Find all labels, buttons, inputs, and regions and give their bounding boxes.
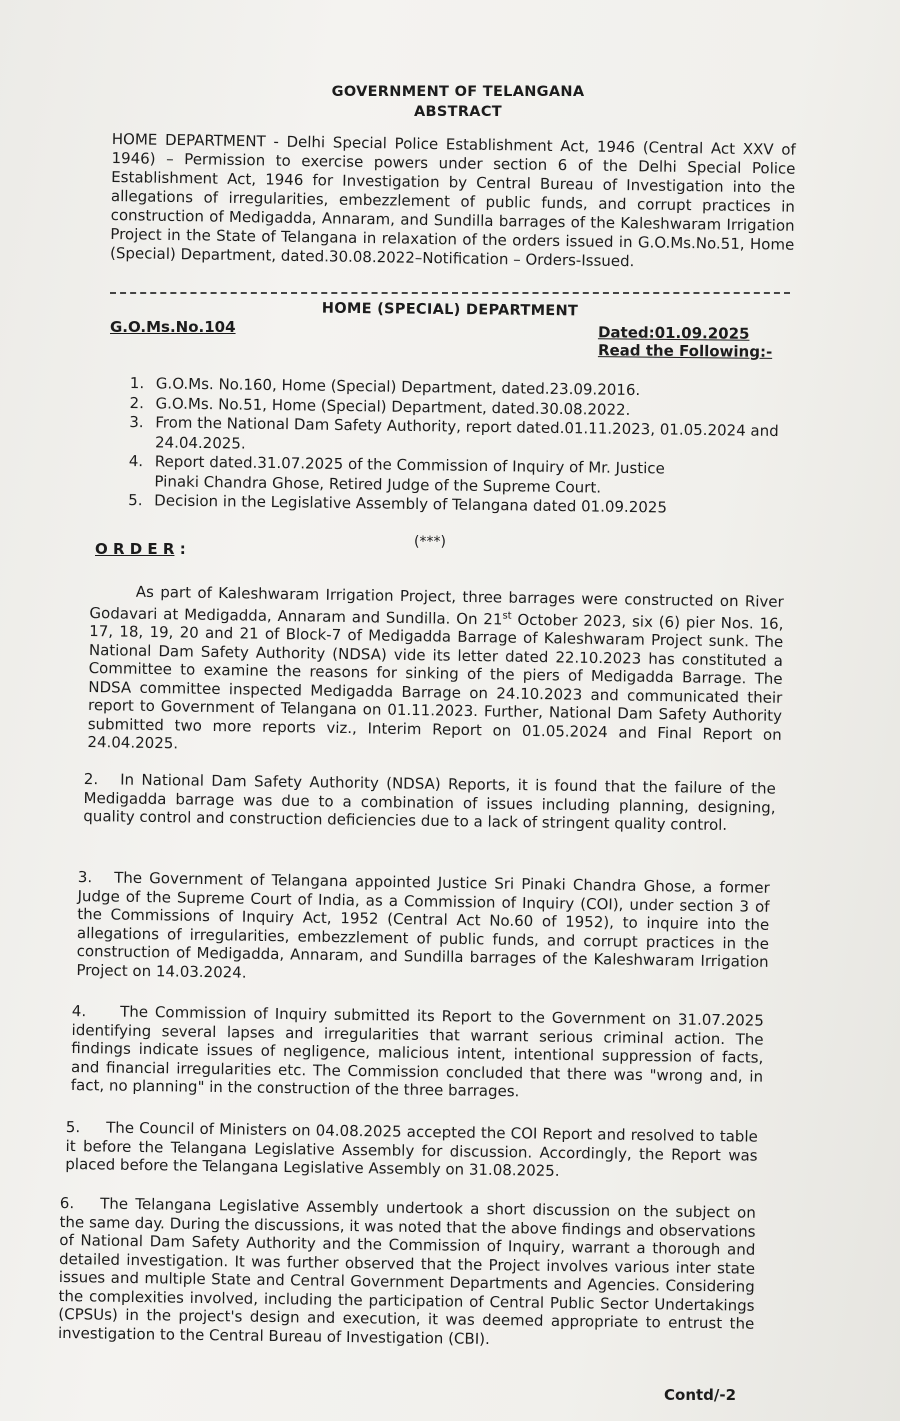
paragraph-text: The Government of Telangana appointed Justice Sri Pinaki Chandra Ghose, a former Judge of the Supreme Court of India, as a Commission of Inquiry (COI), under section 3 of the Commissions of Inquiry Act, 1952 (Central Act No.60 of 1952), to inquire into the allegations of irregularities, embezzlement of public funds, and corrupt practices in the construction of Medigadda, Annaram, and Sundilla barrages of the Kaleshwaram Irrigation Project on 14.03.2024. xyxy=(76,868,770,982)
reference-text: Decision in the Legislative Assembly of Telangana dated 01.09.2025 xyxy=(154,491,668,517)
paragraph-number: 5. xyxy=(65,1118,81,1137)
subject-paragraph: HOME DEPARTMENT - Delhi Special Police Establishment Act, 1946 (Central Act XXV of 1946) – Permission to exercise powers under section 6 of the Delhi Special Police Establishment Act, 1946 for Investigation by Central Bureau of Investigation into the allegations of irregularities, embezzlement of public funds, and corrupt practices in construction of Medigadda, Annaram, and Sundilla barrages of the Kaleshwaram Irrigation Project in the State of Telangana in relaxation of the orders issued in G.O.Ms.No.51, Home (Special) Department, dated.30.08.2022–Notification – Orders-Issued. xyxy=(109,130,796,271)
order-paragraph-3 xyxy=(76,868,770,990)
order-paragraph-5 xyxy=(65,1118,758,1183)
paragraph-text: The Council of Ministers on 04.08.2025 accepted the COI Report and resolved to table it before the Telangana Legislative Assembly for discussion. Accordingly, the Report was placed before the Telangana Legislative Assembly on 31.08.2025. xyxy=(65,1118,758,1180)
reference-number: 4. xyxy=(128,451,144,471)
read-following-heading: Read the Following:- xyxy=(597,341,773,361)
government-heading: GOVERNMENT OF TELANGANA xyxy=(331,84,585,100)
order-date: Dated:01.09.2025 xyxy=(597,323,750,343)
paragraph-text: The Commission of Inquiry submitted its Report to the Government on 31.07.2025 identifying several lapses and irregularities that warrant serious criminal action. The findings indicate issues of negligence, malicious intent, intentional suppression of facts, and financial irregularities etc. The Commission concluded that there was "wrong and, in fact, no planning" in the construction of the three barrages. xyxy=(70,1002,764,1101)
go-number: G.O.Ms.No.104 xyxy=(110,318,236,336)
order-paragraph-1-text: As part of Kaleshwaram Irrigation Project, three barrages were constructed on River Godavari at Medigadda, Annaram and Sundilla. On 21 xyxy=(89,582,784,628)
paragraph-number: 4. xyxy=(71,1002,87,1021)
ordinal-suffix: st xyxy=(502,609,512,622)
reference-text: From the National Dam Safety Authority, report dated.01.11.2023, 01.05.2024 and 24.04.2025. xyxy=(154,413,779,453)
paragraph-text: The Telangana Legislative Assembly undertook a short discussion on the subject on the same day. During the discussions, it was noted that the above findings and observations of National Dam Safety Authority and the Commission of Inquiry, warrant a thorough and detailed investigation. It was further observed that the Project involves various inter state issues and multiple State and Central Government Departments and Agencies. Considering the complexities involved, including the participation of Central Public Sector Undertakings (CPSUs) in the project's design and execution, it was deemed appropriate to entrust the investigation to the Central Bureau of Investigation (CBI). xyxy=(57,1194,756,1348)
reference-text: G.O.Ms. No.160, Home (Special) Department, dated.23.09.2016. xyxy=(155,374,641,400)
asterisks-separator: (***) xyxy=(414,534,446,550)
abstract-heading: ABSTRACT xyxy=(414,104,502,120)
order-heading: O R D E R xyxy=(95,540,175,558)
department-heading: HOME (SPECIAL) DEPARTMENT xyxy=(321,300,579,320)
reference-number: 3. xyxy=(129,412,144,432)
dashed-divider xyxy=(110,292,790,294)
order-heading-colon: : xyxy=(179,540,186,558)
paragraph-number: 3. xyxy=(77,868,93,887)
reference-text: G.O.Ms. No.51, Home (Special) Department, dated.30.08.2022. xyxy=(155,393,631,419)
paragraph-number: 2. xyxy=(83,770,99,789)
reference-number: 2. xyxy=(129,393,145,412)
reference-number: 5. xyxy=(128,490,143,510)
continued-marker: Contd/-2 xyxy=(664,1386,737,1404)
order-heading-group xyxy=(95,540,186,558)
reference-number: 1. xyxy=(129,374,145,393)
reference-text: Report dated.31.07.2025 of the Commission of Inquiry of Mr. Justice Pinaki Chandra Ghose, Retired Judge of the Supreme Court. xyxy=(154,452,665,497)
references-list xyxy=(128,374,790,520)
order-paragraph-4 xyxy=(71,1002,764,1104)
order-paragraph-1 xyxy=(87,582,784,762)
order-paragraph-2 xyxy=(83,770,776,835)
order-paragraph-6 xyxy=(58,1194,756,1352)
paragraph-text: In National Dam Safety Authority (NDSA) Reports, it is found that the failure of the Medigadda barrage was due to a combination of issues including planning, designing, quality control and construction deficiencies due to a lack of stringent quality control. xyxy=(83,770,776,834)
order-paragraph-1-text-cont: October 2023, six (6) pier Nos. 16, 17, 18, 19, 20 and 21 of Block-7 of Medigadda Barrage of Kaleshwaram Project sunk. The National Dam Safety Authority (NDSA) vide its letter dated 22.10.2023 has constituted a Committee to examine the reasons for sinking of the piers of Medigadda Barrage. The NDSA committee inspected Medigadda Barrage on 24.10.2023 and communicated their report to Government of Telangana on 01.11.2023. Further, National Dam Safety Authority submitted two more reports viz., Interim Report on 01.05.2024 and Final Report on 24.04.2025. xyxy=(87,610,784,753)
paragraph-number: 6. xyxy=(59,1194,75,1213)
